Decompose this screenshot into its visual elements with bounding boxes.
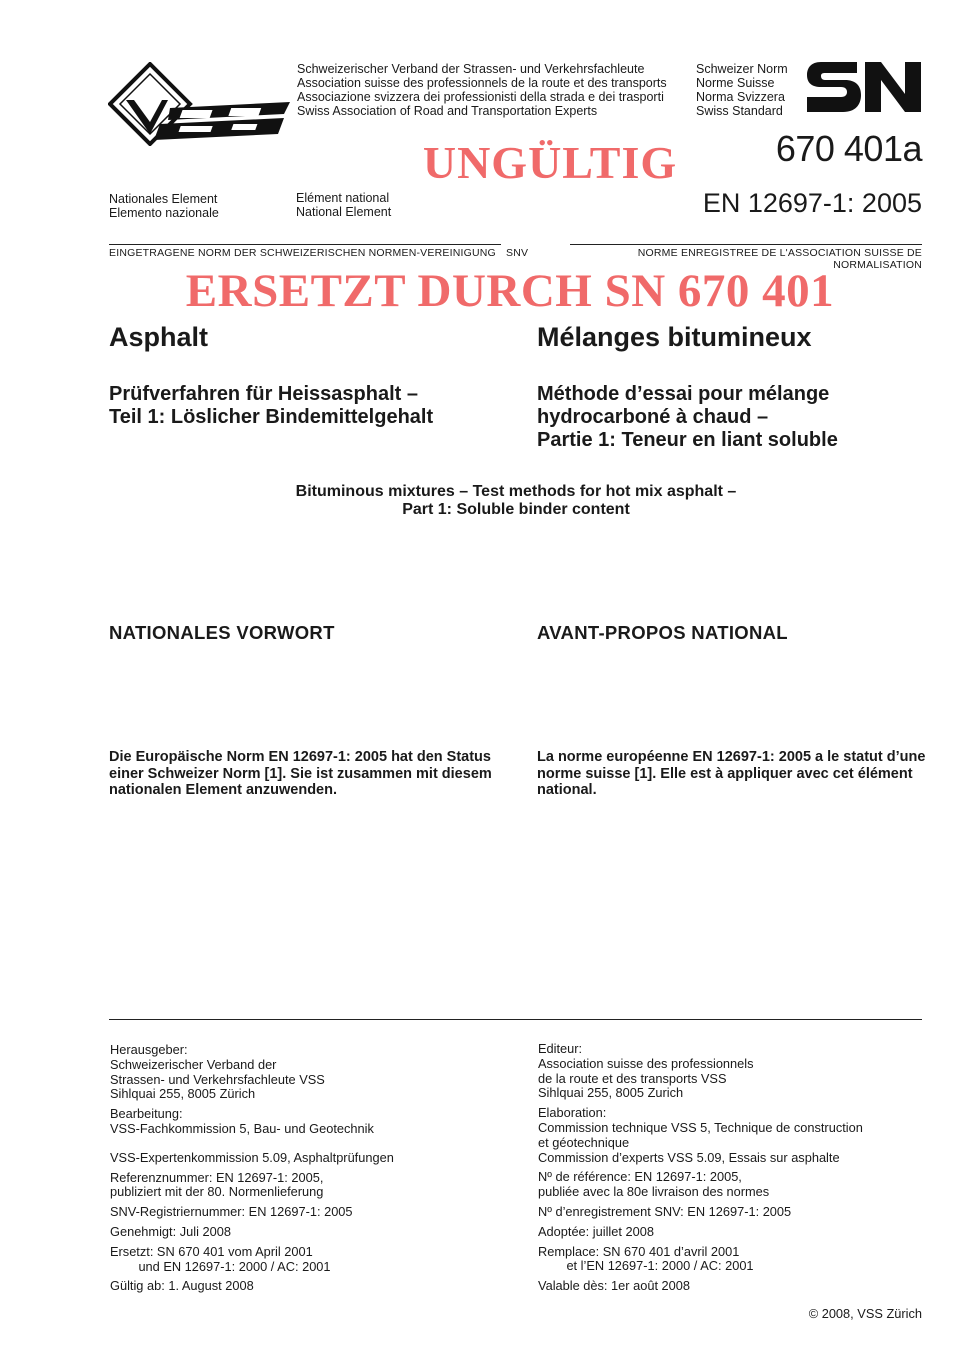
subtitle-fr: Méthode d’essai pour mélange hydrocarboné à chaud – Partie 1: Teneur en liant soluble xyxy=(537,383,838,451)
norm-type-line: Swiss Standard xyxy=(696,104,783,118)
footer-fr: Editeur: Association suisse des professionnels de la route et des transports VSS Sihlquai 255, 8005 Zurich Elaboration: Commission technique VSS 5, Technique de construction et géotechnique Commission d’experts VSS 5.09, Essais sur asphalte Nº de référence: EN 12697-1: 2005, publiée avec la 80e livraison des normes Nº d’enregistrement SNV: EN 12697-1: 2005 Adoptée: juillet 2008 Remplace: SN 670 401 d’avril 2001 et l’EN 12697-1: 2000 / AC: 2001 Valable dès: 1er août 2008 xyxy=(538,1041,863,1294)
sn-logo xyxy=(805,58,923,116)
register-rule-right xyxy=(570,244,922,245)
vss-logo xyxy=(108,62,290,146)
invalid-stamp: UNGÜLTIG xyxy=(422,137,678,188)
copyright: © 2008, VSS Zürich xyxy=(808,1306,922,1321)
element-label-right: Elément national National Element xyxy=(296,191,392,219)
subtitle-de: Prüfverfahren für Heissasphalt – Teil 1: Löslicher Bindemittelgehalt xyxy=(109,383,434,428)
norm-type-line: Schweizer Norm xyxy=(696,62,788,76)
register-rule-left xyxy=(109,244,501,245)
association-line: Associazione svizzera dei professionisti della strada e dei trasporti xyxy=(297,90,664,104)
norm-type-line: Norma Svizzera xyxy=(696,90,785,104)
title-de: Asphalt xyxy=(109,322,209,352)
association-line: Swiss Association of Road and Transportation Experts xyxy=(297,104,598,118)
norm-number: 670 401a xyxy=(775,128,922,169)
foreword-text-de: Die Europäische Norm EN 12697-1: 2005 hat den Status einer Schweizer Norm [1]. Sie ist zusammen mit diesem nationalen Element anzuwenden. xyxy=(109,749,492,798)
foreword-heading-fr: AVANT-PROPOS NATIONAL xyxy=(537,622,788,643)
norm-type-labels xyxy=(696,62,806,118)
en-number: EN 12697-1: 2005 xyxy=(702,188,922,218)
register-left: EINGETRAGENE NORM DER SCHWEIZERISCHEN NORMEN-VEREINIGUNG xyxy=(109,247,496,259)
association-names xyxy=(297,62,697,118)
vss-logo-icon xyxy=(108,62,290,146)
title-fr: Mélanges bitumineux xyxy=(537,322,812,352)
register-mid: SNV xyxy=(506,247,529,259)
foreword-heading-de: NATIONALES VORWORT xyxy=(109,622,335,643)
sn-logo-icon xyxy=(805,58,923,116)
footer-de: Herausgeber: Schweizerischer Verband der Strassen- und Verkehrsfachleute VSS Sihlquai 255, 8005 Zürich Bearbeitung: VSS-Fachkommission 5, Bau- und Geotechnik VSS-Expertenkommission 5.09, Asphaltprüfungen Referenznummer: EN 12697-1: 2005, publiziert mit der 80. Normenlieferung SNV-Registriernummer: EN 12697-1: 2005 Genehmigt: Juli 2008 Ersetzt: SN 670 401 vom April 2001 und EN 12697-1: 2000 / AC: 2001 Gültig ab: 1. August 2008 xyxy=(110,1042,394,1294)
element-label-left: Nationales Element Elemento nazionale xyxy=(109,192,219,220)
footer-rule xyxy=(109,1019,922,1020)
subtitle-en: Bituminous mixtures – Test methods for hot mix asphalt – Part 1: Soluble binder content xyxy=(295,483,737,518)
replaced-stamp: ERSETZT DURCH SN 670 401 xyxy=(185,265,835,317)
register-right: NORME ENREGISTREE DE L'ASSOCIATION SUISSE DE NORMALISATION xyxy=(637,247,922,271)
association-line: Schweizerischer Verband der Strassen- und Verkehrsfachleute xyxy=(297,62,645,76)
foreword-text-fr: La norme européenne EN 12697-1: 2005 a le statut d’une norme suisse [1]. Elle est à appliquer avec cet élément national. xyxy=(537,749,926,798)
association-line: Association suisse des professionnels de la route et des transports xyxy=(297,76,667,90)
norm-type-line: Norme Suisse xyxy=(696,76,775,90)
